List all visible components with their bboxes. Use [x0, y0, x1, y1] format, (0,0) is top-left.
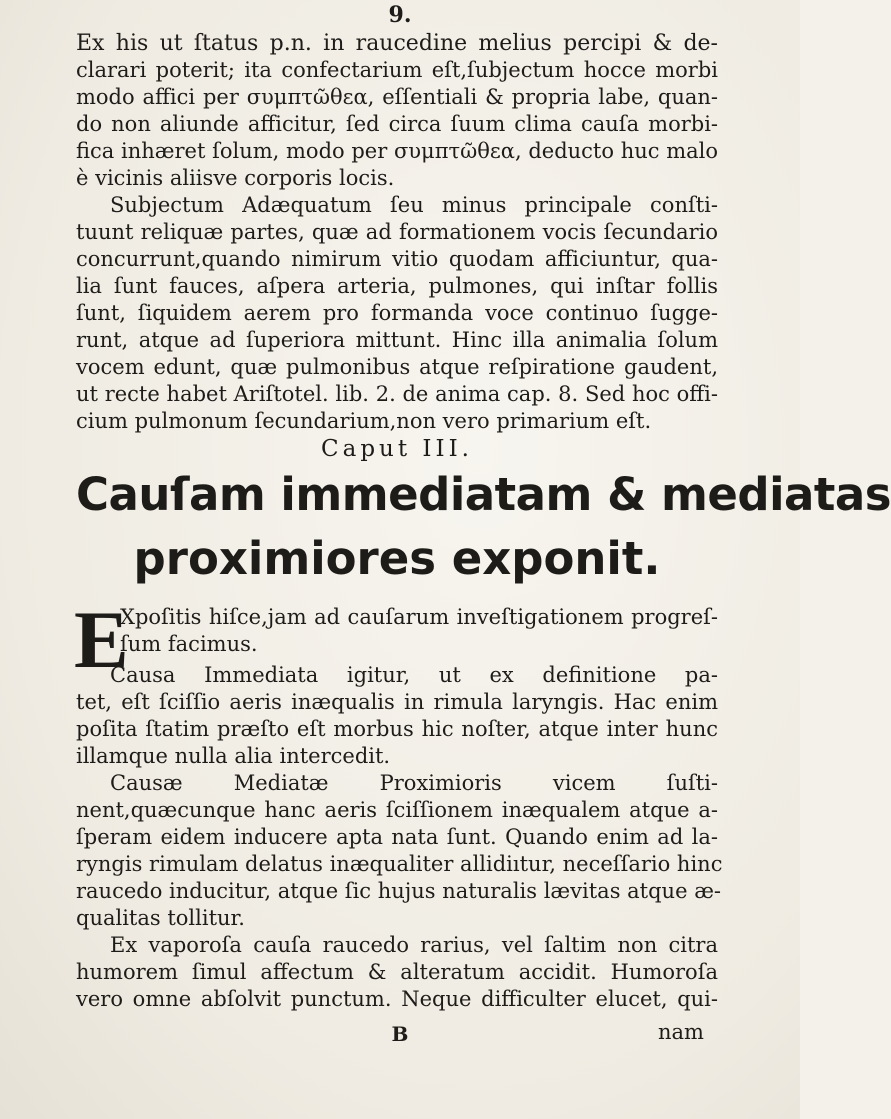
chapter-heading-block	[76, 436, 891, 591]
text-line: è vicinis aliisve corporis locis.	[76, 166, 395, 190]
text-line: nent,quæcunque hanc aeris ſciſſionem inæqualem atque a-	[76, 798, 718, 822]
drop-cap-paragraph	[120, 604, 718, 658]
text-line: Ex vaporoſa cauſa raucedo rarius, vel ſaltim non citra	[110, 933, 718, 957]
text-line: Xpoſitis hiſce,jam ad cauſarum inveſtigationem progreſ-	[120, 605, 718, 629]
text-line: tuunt reliquæ partes, quæ ad formationem vocis ſecundario	[76, 220, 718, 244]
page-number: 9.	[388, 2, 412, 28]
text-line: vocem edunt, quæ pulmonibus atque reſpiratione gaudent,	[76, 355, 718, 379]
text-line: lia ſunt fauces, aſpera arteria, pulmones, qui inſtar follis	[76, 274, 718, 298]
chapter-title-line-1: Cauſam immediatam & mediatas	[76, 468, 891, 521]
text-line: concurrunt,quando nimirum vitio quodam afficiuntur, qua-	[76, 247, 718, 271]
text-line: ryngis rimulam delatus inæqualiter allidiıtur, neceſſario hinc	[76, 852, 723, 876]
text-line: ſperam eidem inducere apta nata ſunt. Quando enim ad la-	[76, 825, 718, 849]
text-line: Causæ Mediatæ Proximioris vicem ſuſti-	[110, 771, 718, 795]
text-line: humorem ſimul affectum & alteratum accidit. Humoroſa	[76, 960, 718, 984]
catchword: nam	[658, 1020, 704, 1044]
text-line: ſum facimus.	[120, 632, 258, 656]
drop-cap: E	[74, 594, 129, 685]
text-line: ut recte habet Ariſtotel. lib. 2. de anima cap. 8. Sed hoc offi-	[76, 382, 718, 406]
text-line: Causa Immediata igitur, ut ex definitione pa-	[110, 663, 718, 687]
signature-mark: B	[391, 1022, 409, 1046]
text-line: cium pulmonum ſecundarium,non vero primarium eſt.	[76, 409, 652, 433]
text-line: Subjectum Adæquatum ſeu minus principale conſti-	[110, 193, 718, 217]
text-line: do non aliunde afficitur, ſed circa ſuum clima cauſa morbi-	[76, 112, 718, 136]
paragraph-status	[76, 30, 718, 435]
text-line: Ex his ut ſtatus p.n. in raucedine melius percipi & de-	[76, 31, 718, 56]
text-line: vero omne abſolvit punctum. Neque difficulter elucet, qui-	[76, 987, 718, 1011]
text-line: fica inhæret ſolum, modo per συμπτῶθεα, deducto huc malo	[76, 139, 718, 163]
text-line: tet, eſt ſciſſio aeris inæqualis in rimula laryngis. Hac enim	[76, 690, 718, 714]
text-line: clarari poterit; ita confectarium eſt,ſubjectum hocce morbi	[76, 58, 718, 82]
paragraph-causes	[76, 662, 723, 1013]
chapter-title-line-2: proximiores exponit.	[133, 532, 661, 585]
text-line: poſita ſtatim præſto eſt morbus hic noſter, atque inter hunc	[76, 717, 718, 741]
chapter-heading: Caput III.	[321, 436, 473, 462]
text-line: raucedo inducitur, atque ſic hujus naturalis lævitas atque æ-	[76, 879, 722, 903]
text-line: illamque nulla alia intercedit.	[76, 744, 391, 768]
text-line: qualitas tollitur.	[76, 906, 245, 930]
text-line: ſunt, ſiquidem aerem pro formanda voce continuo ſugge-	[76, 301, 718, 325]
text-line: runt, atque ad ſuperiora mittunt. Hinc illa animalia ſolum	[76, 328, 718, 352]
text-line: modo affici per συμπτῶθεα, eſſentiali & propria labe, quan-	[76, 85, 718, 109]
